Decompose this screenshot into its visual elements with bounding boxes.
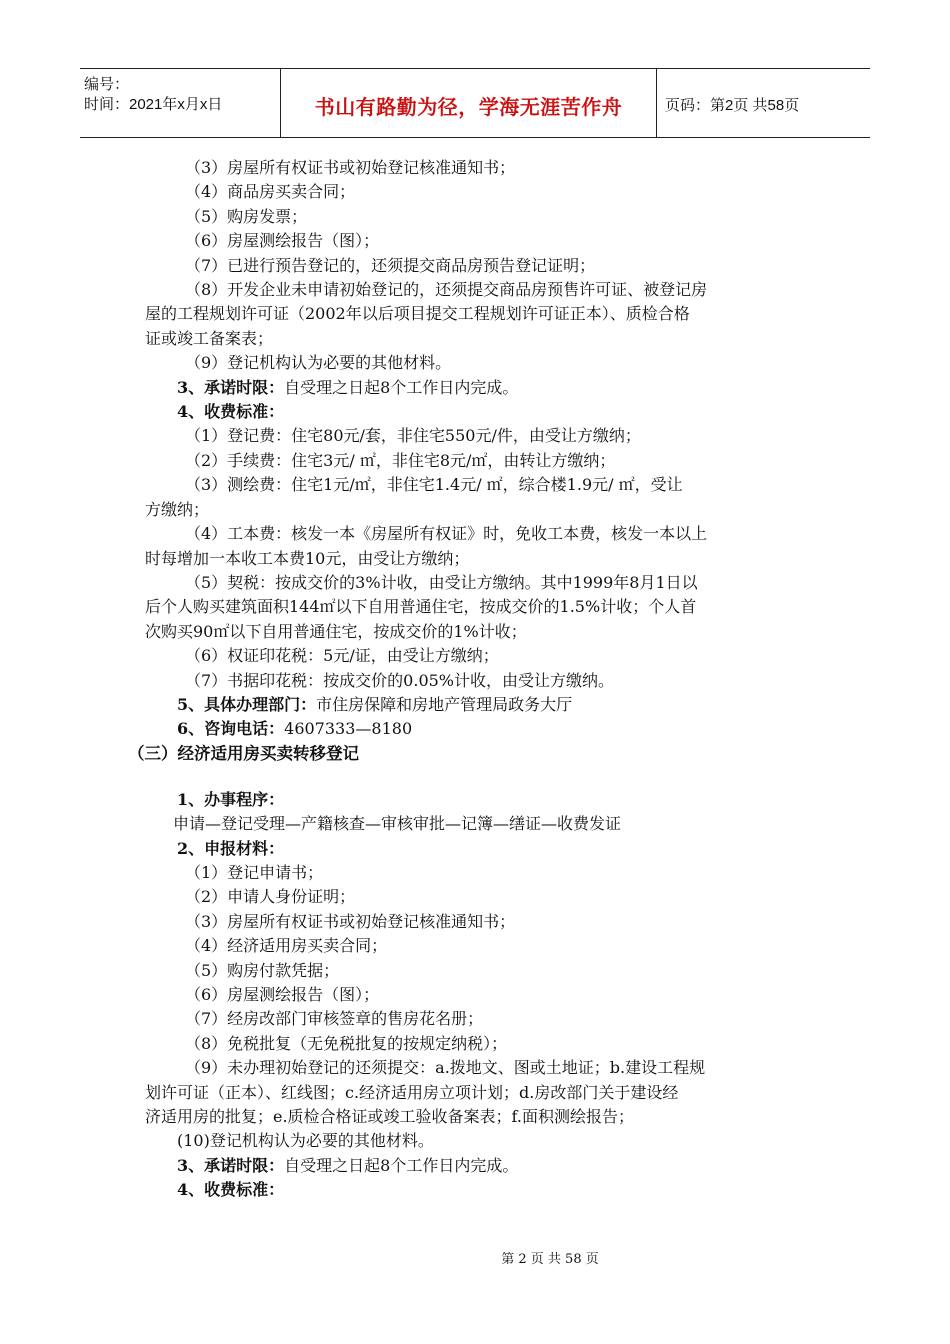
- footer-page-number: 第 2 页 共 58 页: [501, 1252, 599, 1267]
- dept-value: 市住房保障和房地产管理局政务大厅: [316, 694, 573, 714]
- fee-item: （7）书据印花税：按成交价的0.05%计收，由受让方缴纳。: [185, 670, 615, 690]
- list-item: （4）商品房买卖合同；: [185, 182, 356, 202]
- section-title: （三）经济适用房买卖转移登记: [128, 743, 359, 763]
- material-item: （8）免税批复（无免税批复的按规定纳税）；: [185, 1033, 508, 1053]
- list-item: （7）已进行预告登记的，还须提交商品房预告登记证明；: [185, 255, 596, 275]
- material-item: （7）经房改部门审核签章的售房花名册；: [185, 1009, 484, 1029]
- phone-value: 4607333—8180: [284, 719, 413, 739]
- material-item: （2）申请人身份证明；: [185, 887, 356, 907]
- materials-label: 2、申报材料：: [177, 838, 285, 858]
- fee-item: （5）契税：按成交价的3%计收，由受让方缴纳。其中1999年8月1日以: [185, 572, 698, 592]
- material-item: （4）经济适用房买卖合同；: [185, 936, 388, 956]
- fee-item-continued: 方缴纳；: [145, 499, 210, 519]
- promise-value-2: 自受理之日起8个工作日内完成。: [284, 1155, 519, 1175]
- material-item-continued: 划许可证（正本）、红线图；c.经济适用房立项计划；d.房改部门关于建设经: [145, 1082, 679, 1102]
- fee-item-continued: 后个人购买建筑面积144㎡以下自用普通住宅，按成交价的1.5%计收；个人首: [145, 597, 697, 617]
- fee-title-2: 4、收费标准：: [177, 1180, 285, 1200]
- header-time: 时间：2021年x月x日: [84, 96, 223, 113]
- document-body: [128, 156, 810, 1203]
- header-page-info: 页码：第2页 共58页: [665, 96, 800, 114]
- dept-row: [145, 693, 810, 717]
- procedure-label: 1、办事程序：: [177, 789, 285, 809]
- phone-row: [145, 717, 810, 741]
- promise-label-2: 3、承诺时限：: [177, 1155, 285, 1175]
- promise-label: 3、承诺时限：: [177, 377, 285, 397]
- material-item: （1）登记申请书；: [185, 862, 324, 882]
- list-item: （3）房屋所有权证书或初始登记核准通知书；: [185, 158, 516, 177]
- material-item: (10)登记机构认为必要的其他材料。: [177, 1131, 434, 1151]
- material-item: （9）未办理初始登记的还须提交：a.拨地文、图或土地证；b.建设工程规: [185, 1058, 706, 1078]
- promise-row-2: [145, 1154, 810, 1178]
- promise-value: 自受理之日起8个工作日内完成。: [284, 377, 519, 397]
- material-item: （6）房屋测绘报告（图）；: [185, 985, 380, 1004]
- fee-item-continued: 时每增加一本收工本费10元，由受让方缴纳；: [145, 548, 470, 568]
- header-meta: [80, 69, 281, 137]
- header-code: 编号：: [84, 76, 130, 93]
- header-motto: 书山有路勤为径，学海无涯苦作舟: [281, 69, 657, 137]
- fee-item: （3）测绘费：住宅1元/㎡，非住宅1.4元/ ㎡，综合楼1.9元/ ㎡，受让: [185, 475, 683, 495]
- list-item-continued: 屋的工程规划许可证（2002年以后项目提交工程规划许可证正本）、质检合格: [145, 304, 690, 324]
- dept-label: 5、具体办理部门：: [177, 694, 317, 714]
- promise-row: [145, 376, 810, 400]
- fee-title: 4、收费标准：: [177, 402, 285, 422]
- procedure-value: 申请—登记受理—产籍核查—审核审批—记簿—缮证—收费发证: [173, 814, 622, 834]
- phone-label: 6、咨询电话：: [177, 719, 285, 739]
- material-item: （3）房屋所有权证书或初始登记核准通知书；: [185, 911, 516, 931]
- list-item: （5）购房发票；: [185, 206, 308, 226]
- list-item-continued: 证或竣工备案表；: [145, 328, 274, 348]
- fee-item: （2）手续费：住宅3元/ ㎡，非住宅8元/㎡，由转让方缴纳；: [185, 450, 616, 470]
- fee-item: （4）工本费：核发一本《房屋所有权证》时，免收工本费，核发一本以上: [185, 524, 708, 544]
- fee-item: （1）登记费：住宅80元/套，非住宅550元/件，由受让方缴纳；: [185, 426, 641, 446]
- list-item: （9）登记机构认为必要的其他材料。: [185, 353, 452, 373]
- fee-item-continued: 次购买90㎡以下自用普通住宅，按成交价的1%计收；: [145, 621, 527, 641]
- material-item-continued: 济适用房的批复；e.质检合格证或竣工验收备案表；f.面积测绘报告；: [145, 1107, 634, 1127]
- page-header: [80, 68, 870, 138]
- page-footer: [0, 1248, 950, 1267]
- material-item: （5）购房付款凭据；: [185, 960, 340, 980]
- list-item: （8）开发企业未申请初始登记的，还须提交商品房预售许可证、被登记房: [185, 280, 708, 300]
- fee-item: （6）权证印花税：5元/证，由受让方缴纳；: [185, 646, 499, 666]
- list-item: （6）房屋测绘报告（图）；: [185, 231, 380, 251]
